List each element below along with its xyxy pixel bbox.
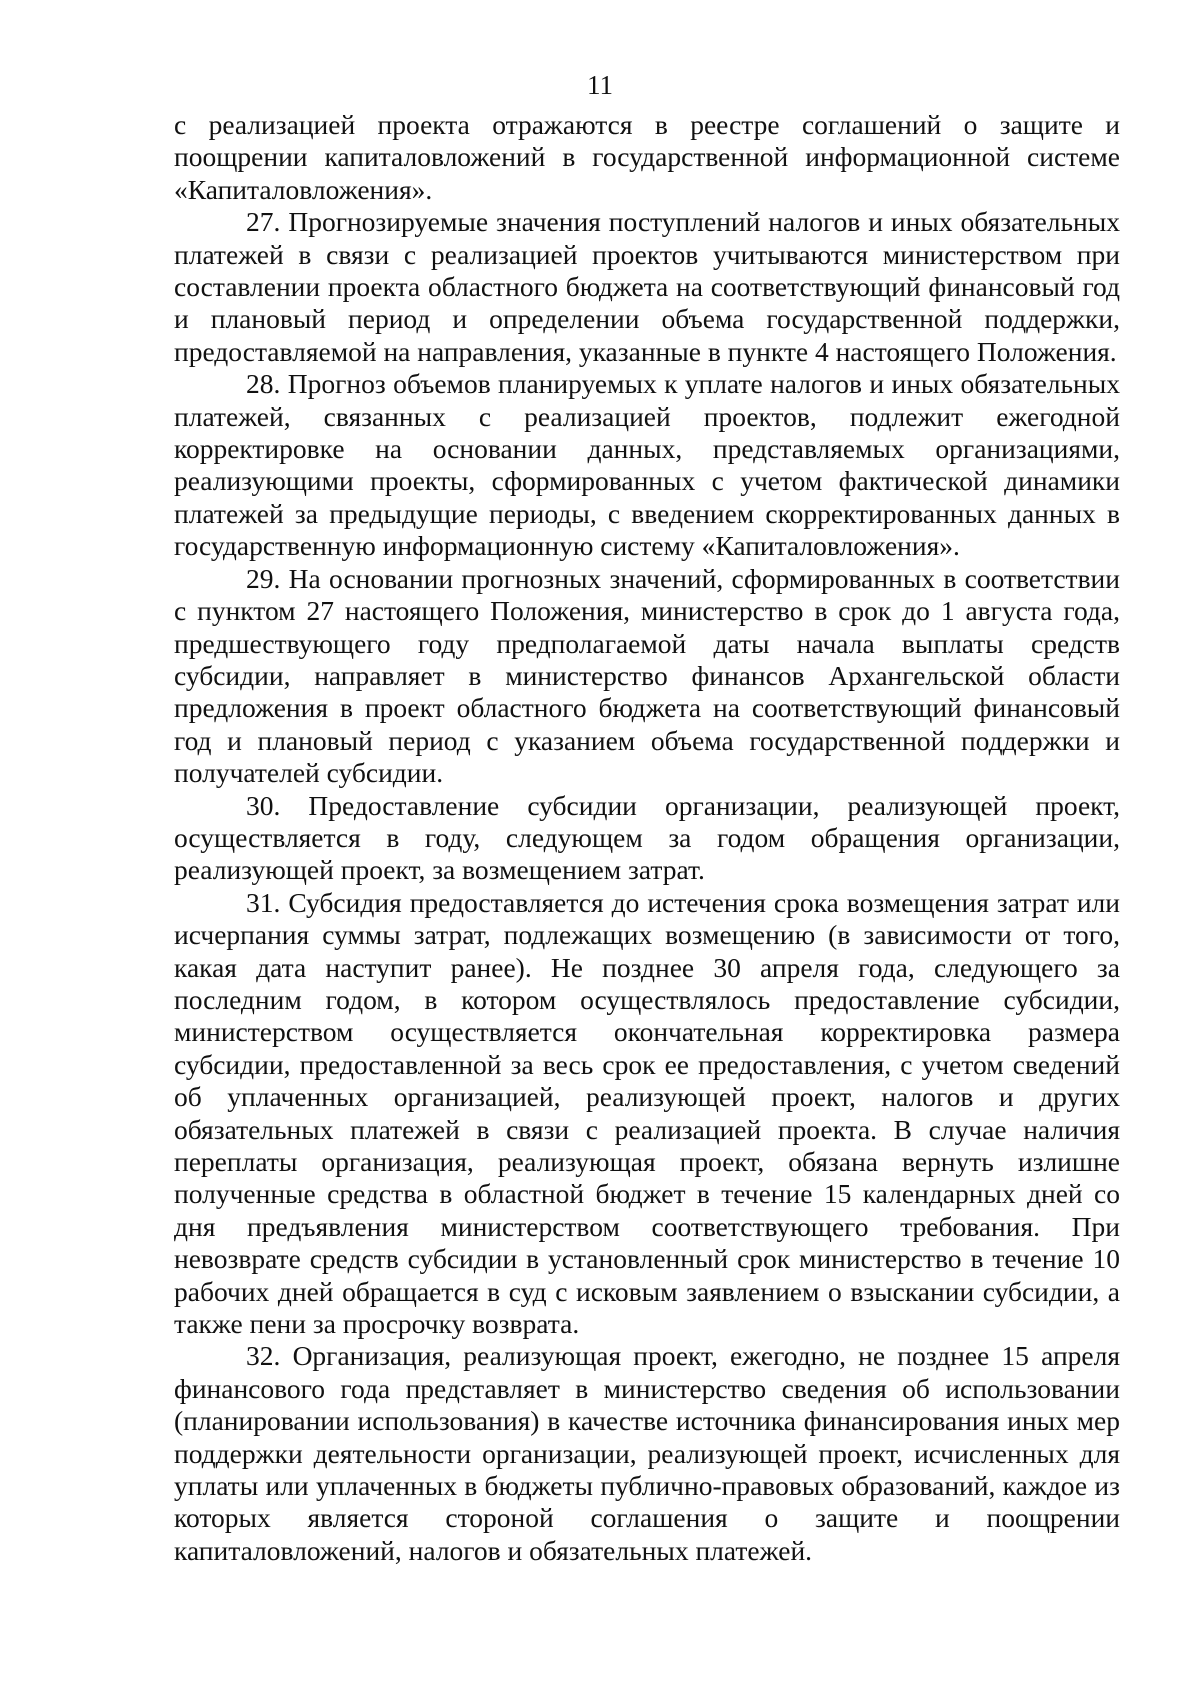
paragraph-continuation: с реализацией проекта отражаются в реестре соглашений о защите и поощрении капиталовложений в государственной информационной системе «Капиталовложения». xyxy=(174,109,1120,205)
document-body xyxy=(174,109,1120,1567)
paragraph-27: 27. Прогнозируемые значения поступлений налогов и иных обязательных платежей в связи с реализацией проектов учитываются министерством при составлении проекта областного бюджета на соответствующий финансовый год и плановый период и определении объема государственной поддержки, предоставляемой на направления, указанные в пункте 4 настоящего Положения. xyxy=(174,206,1120,367)
paragraph-29: 29. На основании прогнозных значений, сформированных в соответствии с пунктом 27 настоящего Положения, министерство в срок до 1 августа года, предшествующего году предполагаемой даты начала выплаты средств субсидии, направляет в министерство финансов Архангельской области предложения в проект областного бюджета на соответствующий финансовый год и плановый период с указанием объема государственной поддержки и получателей субсидии. xyxy=(174,562,1120,789)
paragraph-31: 31. Субсидия предоставляется до истечения срока возмещения затрат или исчерпания суммы затрат, подлежащих возмещению (в зависимости от того, какая дата наступит ранее). Не позднее 30 апреля года, следующего за последним годом, в котором осуществлялось предоставление субсидии, министерством осуществляется окончательная корректировка размера субсидии, предоставленной за весь срок ее предоставления, с учетом сведений об уплаченных организацией, реализующей проект, налогов и других обязательных платежей в связи с реализацией проекта. В случае наличия переплаты организация, реализующая проект, обязана вернуть излишне полученные средства в областной бюджет в течение 15 календарных дней со дня предъявления министерством соответствующего требования. При невозврате средств субсидии в установленный срок министерство в течение 10 рабочих дней обращается в суд с исковым заявлением о взыскании субсидии, а также пени за просрочку возврата. xyxy=(174,886,1120,1340)
paragraph-32: 32. Организация, реализующая проект, ежегодно, не позднее 15 апреля финансового года представляет в министерство сведения об использовании (планировании использования) в качестве источника финансирования иных мер поддержки деятельности организации, реализующей проект, исчисленных для уплаты или уплаченных в бюджеты публично-правовых образований, каждое из которых является стороной соглашения о защите и поощрении капиталовложений, налогов и обязательных платежей. xyxy=(174,1340,1120,1566)
paragraph-28: 28. Прогноз объемов планируемых к уплате налогов и иных обязательных платежей, связанных с реализацией проектов, подлежит ежегодной корректировке на основании данных, представляемых организациями, реализующими проекты, сформированных с учетом фактической динамики платежей за предыдущие периоды, с введением скорректированных данных в государственную информационную систему «Капиталовложения». xyxy=(174,368,1120,562)
page-number: 11 xyxy=(587,70,613,100)
paragraph-30: 30. Предоставление субсидии организации, реализующей проект, осуществляется в году, следующем за годом обращения организации, реализующей проект, за возмещением затрат. xyxy=(174,789,1120,886)
